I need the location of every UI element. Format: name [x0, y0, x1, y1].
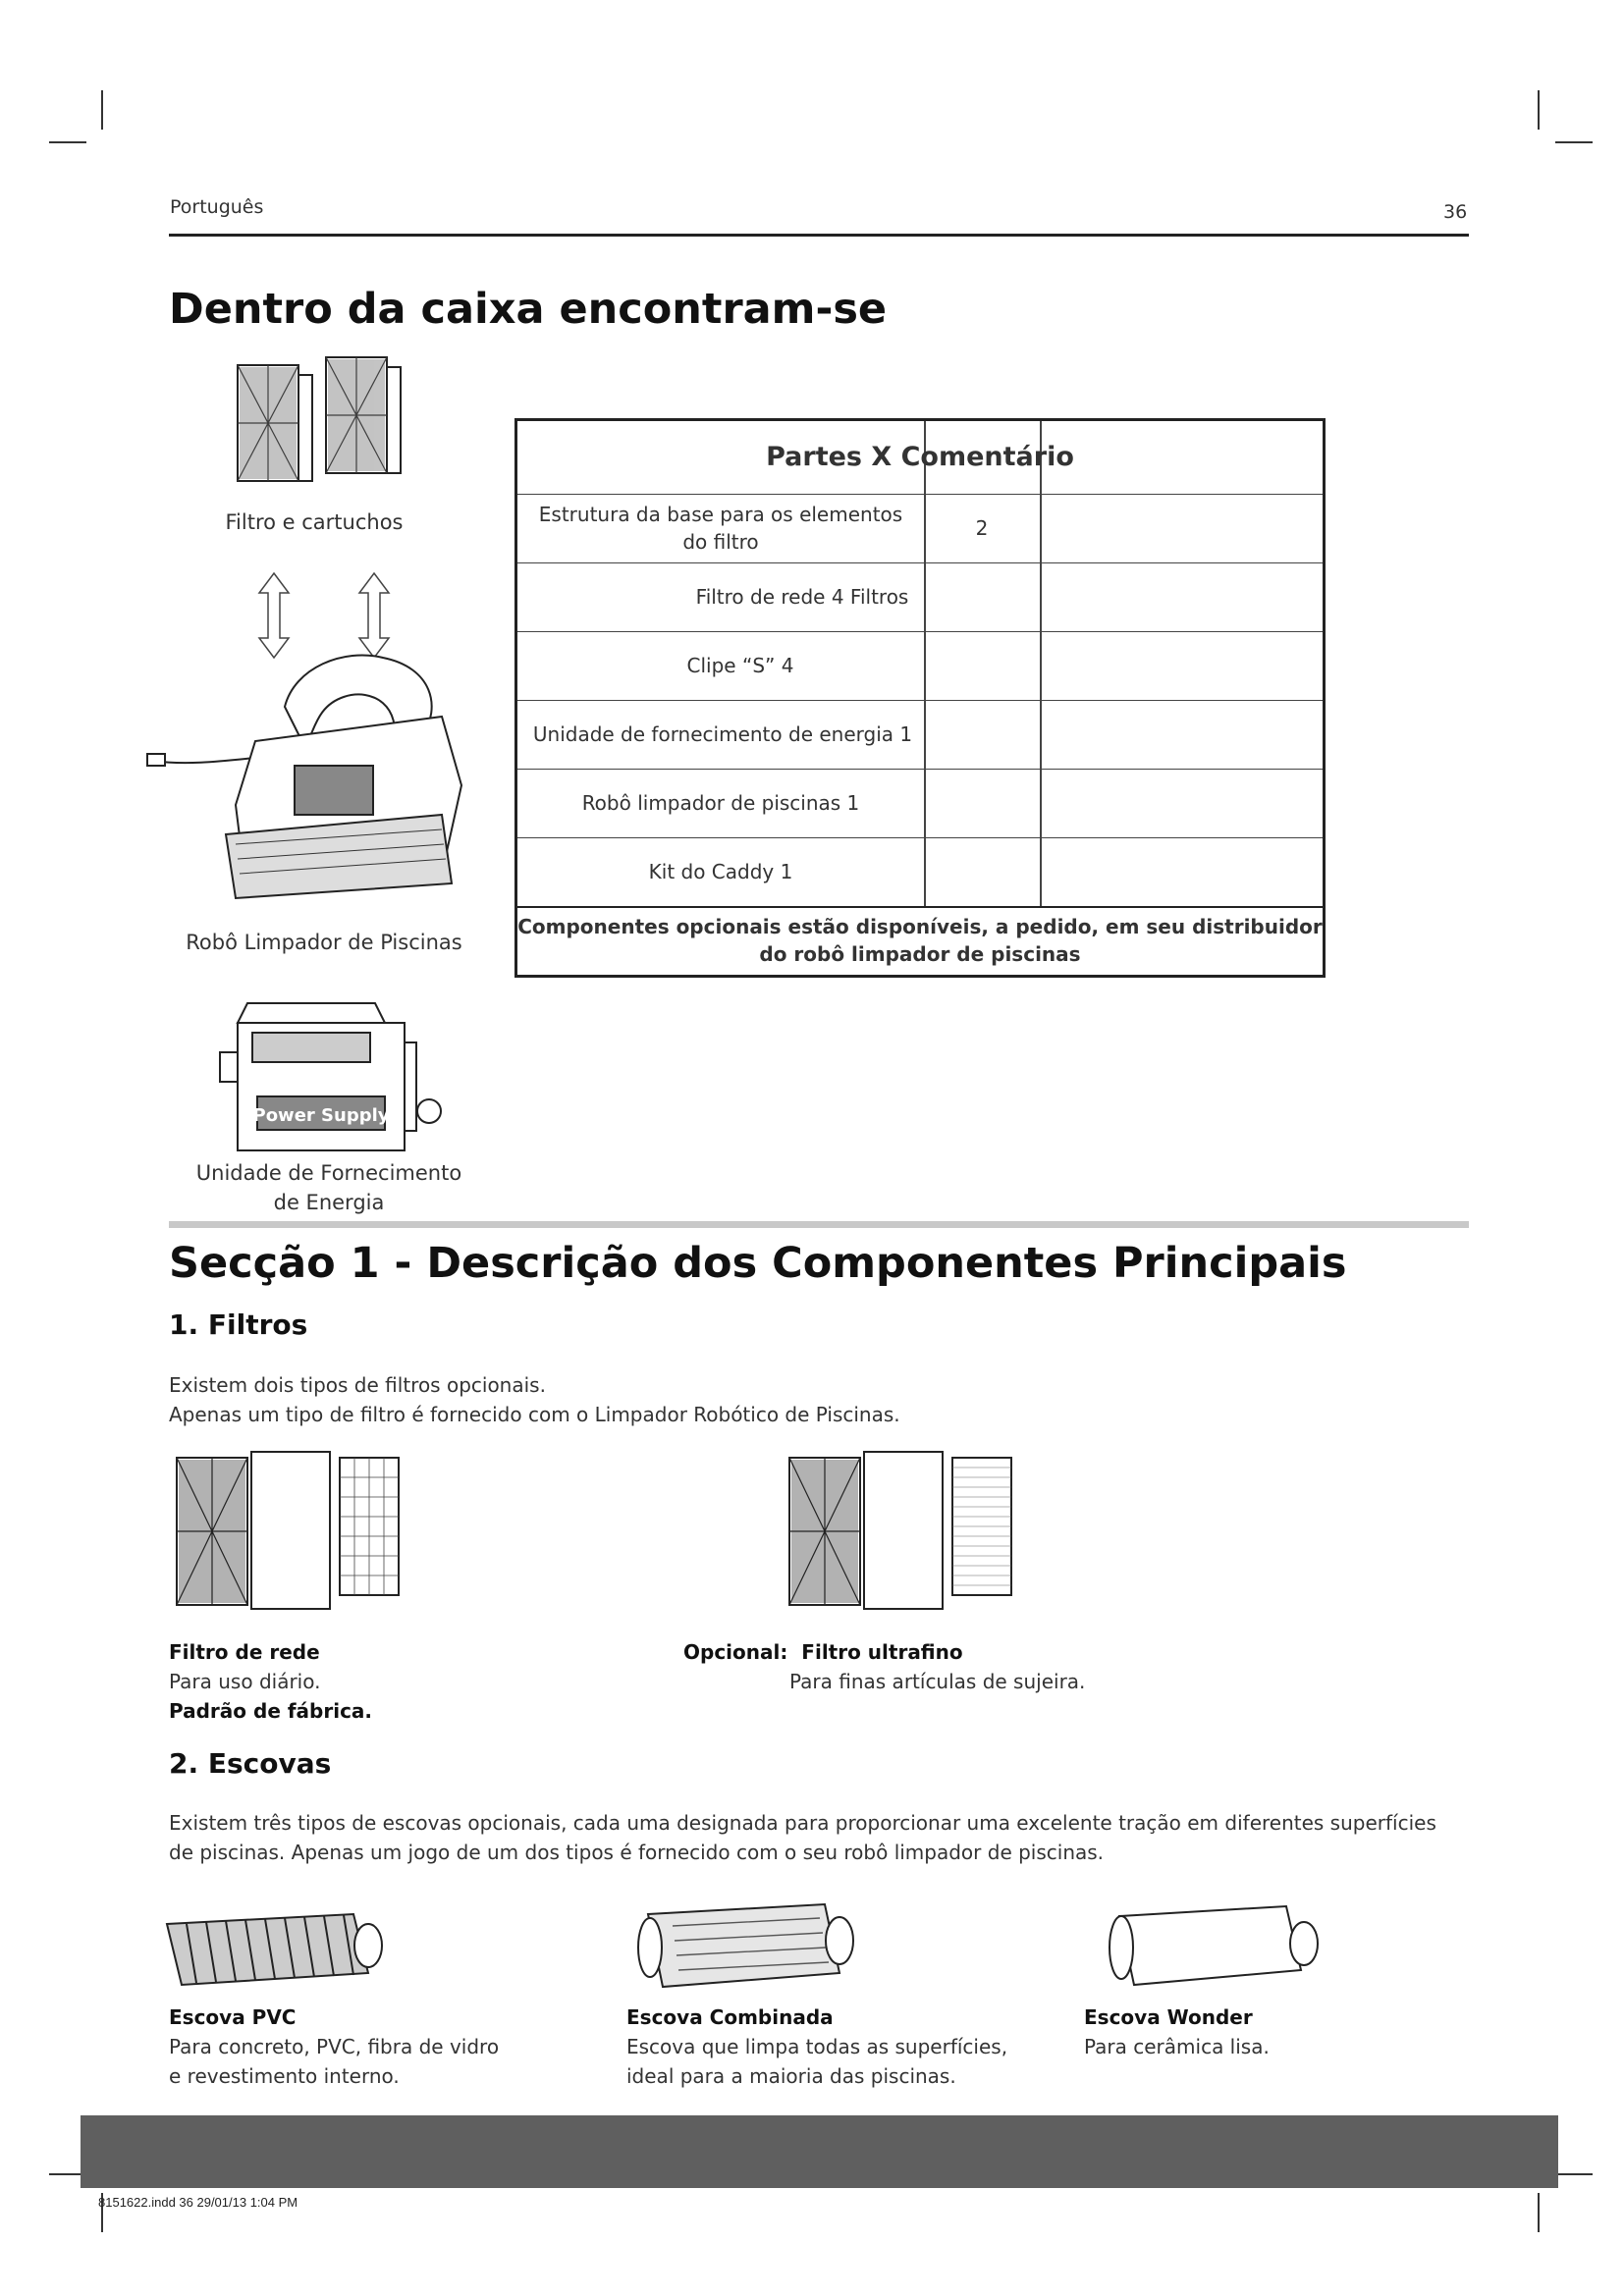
optional-filter-description	[683, 1637, 1085, 1696]
wonder-brush-illustration	[1100, 1896, 1326, 1995]
table-header: Partes X Comentário	[766, 442, 1074, 472]
standard-filter-description	[169, 1637, 372, 1726]
crop-mark	[1538, 90, 1540, 130]
optional-filter-name: Filtro ultrafino	[801, 1640, 963, 1664]
brush-desc: Para cerâmica lisa.	[1084, 2035, 1270, 2058]
optional-filter-prefix: Opcional:	[683, 1640, 788, 1664]
double-arrow-icon	[257, 571, 291, 660]
table-cell-part: Kit do Caddy 1	[648, 860, 793, 883]
crop-mark	[1538, 2193, 1540, 2232]
brushes-intro-line1: Existem três tipos de escovas opcionais, cada uma designada para proporcionar uma excelente tração em diferentes superfícies	[169, 1811, 1436, 1835]
double-arrow-icon	[357, 571, 391, 660]
header-rule	[169, 234, 1469, 237]
page-number: 36	[1443, 201, 1468, 223]
parts-table	[514, 418, 1326, 978]
brushes-heading: 2. Escovas	[169, 1747, 332, 1780]
standard-filter-note: Padrão de fábrica.	[169, 1699, 373, 1723]
brush-desc: Para concreto, PVC, fibra de vidro	[169, 2035, 500, 2058]
page-title: Dentro da caixa encontram-se	[169, 285, 888, 334]
optional-filter-desc: Para finas artículas de sujeira.	[789, 1670, 1086, 1693]
section-rule	[169, 1221, 1469, 1228]
table-cell-qty: 2	[975, 516, 989, 540]
table-cell-part: Unidade de fornecimento de energia 1	[532, 722, 913, 746]
brush-name: Escova PVC	[169, 2005, 297, 2029]
power-caption-line1: Unidade de Fornecimento	[195, 1161, 462, 1185]
print-slug: 8151622.indd 36 29/01/13 1:04 PM	[98, 2195, 298, 2210]
ultrafine-filter-illustration	[785, 1448, 1021, 1615]
brush-name: Escova Wonder	[1084, 2005, 1253, 2029]
brushes-intro	[169, 1808, 1436, 1867]
crop-mark	[1555, 2173, 1593, 2175]
power-caption-line2: de Energia	[273, 1191, 385, 1214]
table-cell-part: Clipe “S” 4	[686, 654, 794, 677]
filter-cartridges-illustration	[234, 353, 410, 501]
brush-desc: e revestimento interno.	[169, 2064, 400, 2088]
table-row	[517, 494, 924, 562]
filters-heading: 1. Filtros	[169, 1308, 308, 1341]
section-title: Secção 1 - Descrição dos Componentes Principais	[169, 1239, 1347, 1288]
table-footer-line1: Componentes opcionais estão disponíveis, a pedido, em seu distribuidor	[517, 915, 1323, 938]
combined-brush-illustration	[628, 1896, 864, 1995]
brush-desc: ideal para a maioria das piscinas.	[626, 2064, 956, 2088]
brush-name: Escova Combinada	[626, 2005, 834, 2029]
pool-robot-illustration	[147, 648, 481, 913]
header-language: Português	[170, 196, 264, 218]
brush-desc: Escova que limpa todas as superfícies,	[626, 2035, 1008, 2058]
robot-caption: Robô Limpador de Piscinas	[186, 931, 462, 954]
standard-filter-desc: Para uso diário.	[169, 1670, 321, 1693]
combined-brush-description	[626, 2002, 1007, 2091]
filter-caption: Filtro e cartuchos	[225, 510, 404, 534]
brushes-intro-line2: de piscinas. Apenas um jogo de um dos tipos é fornecido com o seu robô limpador de piscinas.	[169, 1841, 1105, 1864]
table-cell-part: Robô limpador de piscinas 1	[581, 791, 860, 815]
standard-filter-name: Filtro de rede	[169, 1640, 320, 1664]
pvc-brush-illustration	[157, 1904, 393, 1993]
pvc-brush-description	[169, 2002, 499, 2091]
power-supply-label: Power Supply	[252, 1105, 390, 1126]
table-footer-line2: do robô limpador de piscinas	[759, 942, 1081, 966]
footer-bar	[81, 2115, 1558, 2188]
crop-mark	[49, 141, 86, 143]
table-cell-part: Filtro de rede 4 Filtros	[695, 585, 909, 609]
table-cell-part: Estrutura da base para os elementos	[538, 503, 903, 526]
wonder-brush-description	[1084, 2002, 1270, 2061]
mesh-filter-illustration	[173, 1448, 408, 1615]
crop-mark	[101, 90, 103, 130]
filters-intro	[169, 1370, 900, 1429]
power-caption	[177, 1158, 481, 1217]
table-footer	[517, 906, 1323, 975]
table-cell-part: do filtro	[682, 530, 759, 554]
power-supply-illustration	[208, 993, 454, 1160]
crop-mark	[1555, 141, 1593, 143]
filters-intro-line1: Existem dois tipos de filtros opcionais.	[169, 1373, 546, 1397]
filters-intro-line2: Apenas um tipo de filtro é fornecido com o Limpador Robótico de Piscinas.	[169, 1403, 900, 1426]
